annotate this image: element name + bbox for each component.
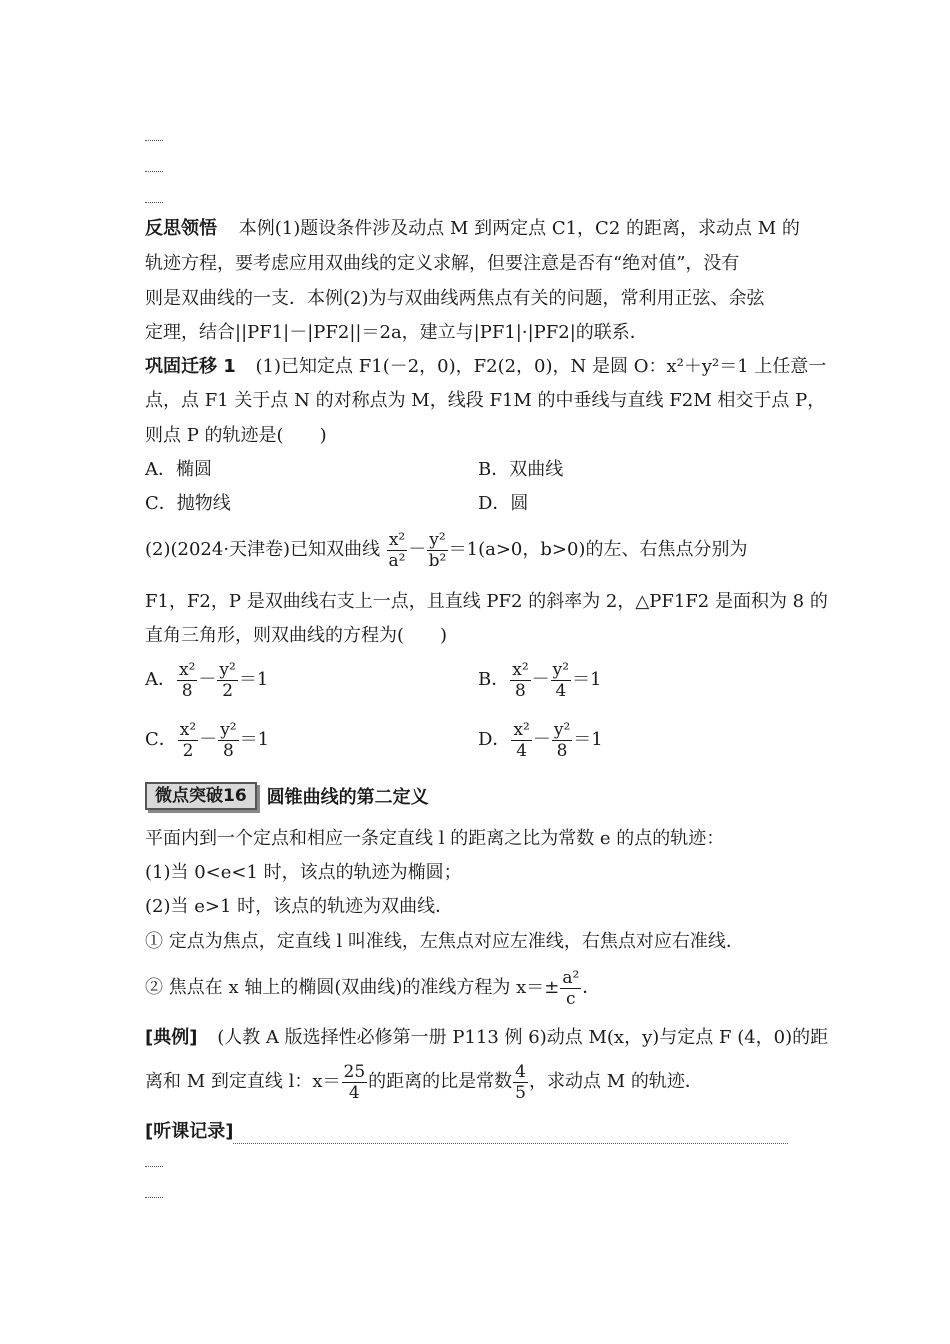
note-line <box>145 171 163 172</box>
option-a: A．椭圆 <box>145 459 212 480</box>
note-line <box>145 1166 163 1167</box>
definition-p1: 平面内到一个定点和相应一条定直线 l 的距离之比为常数 e 的点的轨迹： <box>145 828 725 849</box>
section-banner <box>145 782 429 810</box>
exercise-q1-line-2: 点，点 F1 关于点 N 的对称点为 M，线段 F1M 的中垂线与直线 F2M 相交于点 P， <box>145 390 826 411</box>
fraction: $\frac{4}{5}$ <box>515 1061 526 1103</box>
q2-option-d: D． $\frac{\text{x²}}{4}$ － $\frac{\text{y²}}{8}$ ＝1 <box>478 719 603 761</box>
exercise-q2-line-3: 直角三角形，则双曲线的方程为( ) <box>145 625 448 646</box>
note-line <box>145 140 163 141</box>
example-label: [典例] <box>145 1027 198 1048</box>
q2-option-a: A． $\frac{\text{x²}}{8}$ － $\frac{\text{y²}}{2}$ ＝1 <box>145 659 269 701</box>
reflection-line-1: 反思领悟 本例(1)题设条件涉及动点 M 到两定点 C1，C2 的距离，求动点 M 的 <box>145 218 800 239</box>
notes-label: [听课记录] <box>145 1121 234 1142</box>
example-line-2: 离和 M 到定直线 l：x＝ $\frac{25}{4}$ 的距离的比是常数 $\frac{4}{5}$ ，求动点 M 的轨迹． <box>145 1061 703 1103</box>
exercise-label: 巩固迁移 1 <box>145 356 236 377</box>
definition-p2: (1)当 0<e<1 时，该点的轨迹为椭圆； <box>145 862 462 883</box>
fraction: $\frac{25}{4}$ <box>343 1061 366 1103</box>
reflection-line-3: 则是双曲线的一支．本例(2)为与双曲线两焦点有关的问题，常利用正弦、余弦 <box>145 288 765 309</box>
option-d: D．圆 <box>478 493 529 514</box>
note-line <box>145 202 163 203</box>
exercise-q2-line-1: (2)(2024·天津卷)已知双曲线 $\frac{\text{x²}}{\text{a²}}$ － $\frac{\text{y²}}{\text{b²}}$ ＝1(a>0，b>0)的左、右焦点分别为 <box>145 529 748 571</box>
reflection-line-4: 定理，结合||PF1|－|PF2||＝2a，建立与|PF1|·|PF2|的联系． <box>145 322 648 343</box>
note-line <box>145 1197 163 1198</box>
reflection-label: 反思领悟 <box>145 218 217 239</box>
exercise-q1-line-3: 则点 P 的轨迹是( ) <box>145 425 327 446</box>
option-b: B．双曲线 <box>478 459 564 480</box>
fraction: $\frac{\text{x²}}{\text{a²}}$ <box>388 529 406 571</box>
example-line-1: [典例] (人教 A 版选择性必修第一册 P113 例 6)动点 M(x，y)与定点 F (4，0)的距 <box>145 1027 829 1048</box>
notes-line <box>145 1120 788 1144</box>
q2-option-c: C． $\frac{\text{x²}}{2}$ － $\frac{\text{y²}}{8}$ ＝1 <box>145 719 270 761</box>
definition-p4: ① 定点为焦点，定直线 l 叫准线，左焦点对应左准线，右焦点对应右准线． <box>145 931 744 952</box>
reflection-line-2: 轨迹方程，要考虑应用双曲线的定义求解，但要注意是否有“绝对值”，没有 <box>145 253 740 274</box>
definition-p3: (2)当 e>1 时，该点的轨迹为双曲线． <box>145 896 454 917</box>
definition-p5: ② 焦点在 x 轴上的椭圆(双曲线)的准线方程为 x＝± $\frac{\text{a²}}{c}$ ． <box>145 967 601 1009</box>
fraction: $\frac{\text{y²}}{\text{b²}}$ <box>428 529 447 571</box>
exercise-q1-line-1: 巩固迁移 1 (1)已知定点 F1(－2，0)，F2(2，0)，N 是圆 O：x²＋y²＝1 上任意一 <box>145 356 827 377</box>
q2-option-b: B． $\frac{\text{x²}}{8}$ － $\frac{\text{y²}}{4}$ ＝1 <box>478 659 602 701</box>
fraction: $\frac{\text{a²}}{c}$ <box>562 967 580 1009</box>
notes-underline <box>233 1125 788 1144</box>
section-badge: 微点突破16 <box>145 782 257 810</box>
exercise-q2-line-2: F1，F2，P 是双曲线右支上一点，且直线 PF2 的斜率为 2，△PF1F2 是面积为 8 的 <box>145 591 828 612</box>
option-c: C．抛物线 <box>145 493 231 514</box>
section-title: 圆锥曲线的第二定义 <box>266 787 429 808</box>
